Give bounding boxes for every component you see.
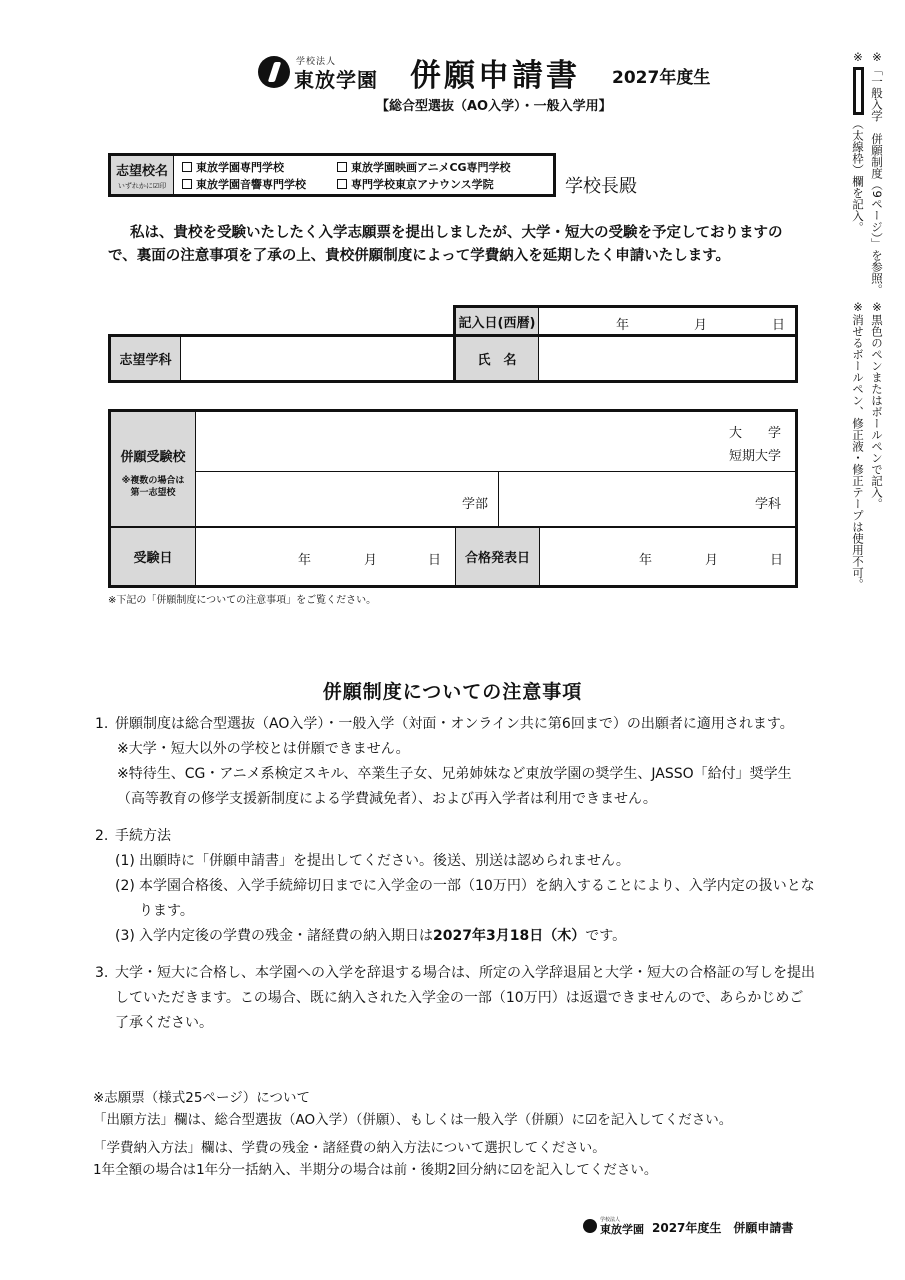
school-choice-note: いずれかに☑印 xyxy=(117,181,167,190)
school-choice-box xyxy=(108,153,556,197)
entry-month-unit: 月 xyxy=(694,318,708,333)
checkbox-icon[interactable] xyxy=(337,162,347,172)
side-note-2: ※（太線枠）欄を記入。 xyxy=(851,50,865,233)
result-date-label: 合格発表日 xyxy=(456,528,539,585)
school-options xyxy=(174,156,553,194)
result-month-unit: 月 xyxy=(705,553,719,568)
note-item-2-2: (2) 本学園合格後、入学手続締切日までに入学金の一部（10万円）を納入することにより、入学内定の扱いとなります。 xyxy=(115,878,815,919)
university-unit: 大 学 xyxy=(729,426,782,441)
department-unit: 学科 xyxy=(755,497,782,512)
result-day-unit: 日 xyxy=(770,553,784,568)
result-year-unit: 年 xyxy=(639,553,653,568)
name-label: 氏 名 xyxy=(456,337,538,380)
exam-year-unit: 年 xyxy=(298,553,312,568)
document-title: 併願申請書 xyxy=(410,58,580,94)
logo-subtitle: 学校法人 xyxy=(296,57,337,67)
bottom-note-1: ※志願票（様式25ページ）について xyxy=(93,1090,310,1106)
notes-list xyxy=(95,712,815,1036)
footer-logo-subtitle: 学校法人 xyxy=(600,1217,621,1223)
footer-logo-icon xyxy=(583,1219,597,1233)
side-note-3: ※黒色のペンまたはボールペンで記入。 xyxy=(870,300,884,510)
concurrent-school-note: ※複数の場合は第一志望校 xyxy=(121,476,185,498)
document-subtitle: 【総合型選抜（AO入学）・一般入学用】 xyxy=(376,99,612,114)
school-logo-icon xyxy=(258,56,290,88)
logo-name: 東放学園 xyxy=(294,68,378,92)
exam-day-unit: 日 xyxy=(428,553,442,568)
application-form-notes xyxy=(93,1087,813,1181)
entry-day-unit: 日 xyxy=(772,318,786,333)
note-item-2: 2. 手続方法 (1) 出願時に「併願申請書」を提出してください。後送、別送は認められません。 (2) 本学園合格後、入学手続締切日までに入学金の一部（10万円）を納入することにより、入学内定の扱いとなります。 (3) 入学内定後の学費の残金・諸経費の納入期日は2027年3月18日（木）です。 xyxy=(95,824,815,949)
declaration-text: 私は、貴校を受験いたしたく入学志願票を提出しましたが、大学・短大の受験を予定しておりますので、裏面の注意事項を了承の上、貴校併願制度によって学費納入を延期したく申請いたします。 xyxy=(108,225,783,264)
note-item-1: 1. 併願制度は総合型選抜（AO入学）・一般入学（対面・オンライン共に第6回まで）の出願者に適用されます。 ※大学・短大以外の学校とは併願できません。 ※特待生、CG・アニメ系検定スキル、卒業生子女、兄弟姉妹など東放学園の奨学生、JASSO「給付」奨学生（高等教育の修学支援新制度による学費減免者）、および再入学者は利用できません。 xyxy=(95,712,815,812)
table-footnote: ※下記の「併願制度についての注意事項」をご覧ください。 xyxy=(108,595,377,606)
notes-title: 併願制度についての注意事項 xyxy=(322,681,583,703)
desired-dept-label: 志望学科 xyxy=(111,337,180,380)
school-option-2[interactable]: 東放学園映画アニメCG専門学校 xyxy=(337,159,553,175)
checkbox-icon[interactable] xyxy=(337,179,347,189)
name-field[interactable] xyxy=(539,337,795,380)
checkbox-icon[interactable] xyxy=(182,162,192,172)
school-option-4[interactable]: 専門学校東京アナウンス学院 xyxy=(337,176,553,192)
applicant-table xyxy=(108,305,798,383)
checkbox-icon[interactable] xyxy=(182,179,192,189)
document-year: 2027年度生 xyxy=(612,68,711,88)
footer-text: 2027年度生 併願申請書 xyxy=(652,1221,794,1235)
thick-frame-icon xyxy=(853,67,864,115)
note-item-1b: ※特待生、CG・アニメ系検定スキル、卒業生子女、兄弟姉妹など東放学園の奨学生、JASSO「給付」奨学生（高等教育の修学支援新制度による学費減免者）、および再入学者は利用できません。 xyxy=(117,766,792,807)
addressee: 学校長殿 xyxy=(565,176,637,197)
entry-date-label: 記入日(西暦) xyxy=(456,308,538,334)
school-choice-label: 志望校名 xyxy=(115,163,168,179)
note-item-2-1: (1) 出願時に「併願申請書」を提出してください。後送、別送は認められません。 xyxy=(115,853,630,869)
bottom-note-3: 「学費納入方法」欄は、学費の残金・諸経費の納入方法について選択してください。 xyxy=(93,1140,606,1156)
side-note-1: ※「一般入学 併願制度（9ページ）」を参照。 xyxy=(870,50,884,296)
school-option-3[interactable]: 東放学園音響専門学校 xyxy=(182,176,337,192)
school-choice-label-cell xyxy=(111,156,174,194)
exam-month-unit: 月 xyxy=(364,553,378,568)
note-item-3: 3. 大学・短大に合格し、本学園への入学を辞退する場合は、所定の入学辞退届と大学・短大の合格証の写しを提出していただきます。この場合、既に納入された入学金の一部（10万円）は返還できませんので、あらかじめご了承ください。 xyxy=(95,965,815,1031)
bottom-note-4: 1年全額の場合は1年分一括納入、半期分の場合は前・後期2回分納に☑を記入してください。 xyxy=(93,1162,658,1178)
note-item-1a: ※大学・短大以外の学校とは併願できません。 xyxy=(117,741,410,757)
concurrent-school-label: 併願受験校 xyxy=(120,450,186,465)
footer-logo-name: 東放学園 xyxy=(600,1223,644,1236)
concurrent-school-label-cell xyxy=(111,412,195,526)
faculty-unit: 学部 xyxy=(462,497,489,512)
junior-college-unit: 短期大学 xyxy=(729,449,782,464)
note-item-2-3: (3) 入学内定後の学費の残金・諸経費の納入期日は2027年3月18日（木）です。 xyxy=(115,928,627,944)
entry-year-unit: 年 xyxy=(616,318,630,333)
bottom-note-2: 「出願方法」欄は、総合型選抜（AO入学）（併願）、もしくは一般入学（併願）に☑を記入してください。 xyxy=(93,1112,733,1128)
concurrent-school-field[interactable] xyxy=(196,412,795,471)
school-option-1[interactable]: 東放学園専門学校 xyxy=(182,159,337,175)
exam-date-label: 受験日 xyxy=(111,528,195,585)
concurrent-school-table xyxy=(108,409,798,588)
side-note-4: ※消せるボールペン、修正液・修正テープは使用不可。 xyxy=(851,300,865,590)
desired-dept-field[interactable] xyxy=(181,337,453,380)
